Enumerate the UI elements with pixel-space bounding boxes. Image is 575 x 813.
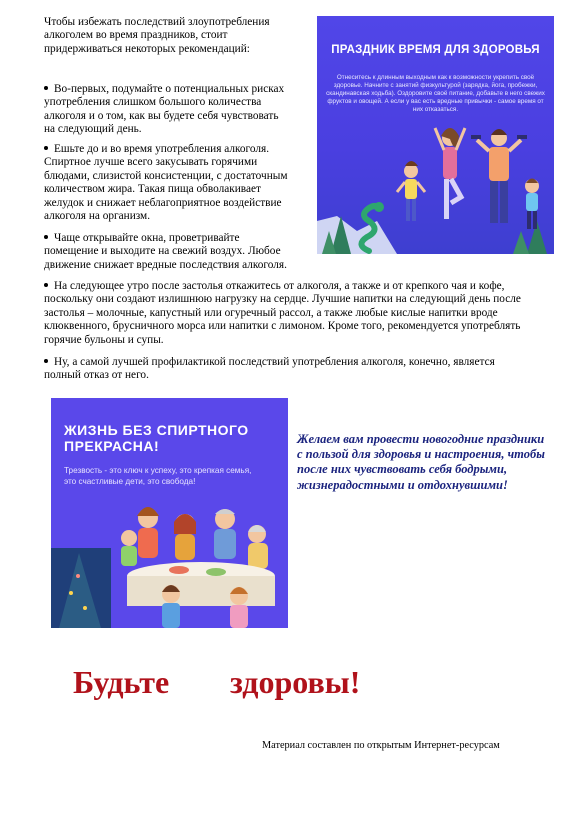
bullet-5: Ну, а самой лучшей профилактикой последствий употребления алкоголя, конечно, является полный отказ от него. bbox=[44, 356, 495, 382]
closing-word-2: здоровы! bbox=[230, 664, 361, 700]
bullet-1: Во-первых, подумайте о потенциальных рисках употребления слишком большого количества алкоголя и о том, как вы будете себя чувствовать на следующий день. bbox=[44, 83, 285, 136]
bullet-dot-icon bbox=[44, 283, 48, 287]
intro-text: Чтобы избежать последствий злоупотребления алкоголем во время праздников, стоит придерживаться некоторых рекомендаций: bbox=[44, 16, 270, 55]
poster-text: Трезвость - это ключ к успеху, это крепкая семья, это счастливые дети, это свобода! bbox=[64, 466, 252, 486]
bullet-2: Ешьте до и во время употребления алкоголя. Спиртное лучше всего закусывать горячими блюдами, слизистой консистенции, с достаточным количеством жира. Такая пища обволакивает желудок и снижает неблагоприятное воздействие алкоголя на организм. bbox=[44, 143, 288, 223]
poster-text: Отнеситесь к длинным выходным как к возможности укрепить своё здоровье. Начните с занятий физкультурой (зарядка, йога, пробежки, скандинавская ходьба). Оздоровите своё питание, добавьте в него свежих фруктов и овощей. А если у вас есть вредные привычки - самое время от них отказаться. bbox=[326, 74, 545, 113]
poster-title: ПРАЗДНИК ВРЕМЯ ДЛЯ ЗДОРОВЬЯ bbox=[331, 44, 540, 56]
new-year-wish: Желаем вам провести новогодние праздники с пользой для здоровья и настроения, чтобы после них чувствовать себя бодрыми, жизнерадостными и отдохнувшими! bbox=[297, 432, 545, 492]
bullet-4: На следующее утро после застолья откажитесь от алкоголя, а также и от крепкого чая и кофе, поскольку они создают излишнюю нагрузку на сердце. Лучшие напитки на следующий день после застолья – молочные, капустный или огуречный рассол, а также любые кислые напитки вроде клюквенного, брусничного морса или напитки с лимоном. Кроме того, рекомендуется употреблять горячие бульоны и супы. bbox=[44, 280, 521, 346]
poster-title: ЖИЗНЬ БЕЗ СПИРТНОГО ПРЕКРАСНА! bbox=[64, 422, 249, 454]
bullet-3: Чаще открывайте окна, проветривайте помещение и выходите на свежий воздух. Любое движение снижает вредные последствия алкоголя. bbox=[44, 232, 287, 271]
bullet-dot-icon bbox=[44, 359, 48, 363]
family-exercise-illustration bbox=[317, 16, 554, 254]
health-holiday-poster bbox=[317, 16, 554, 254]
bullet-dot-icon bbox=[44, 146, 48, 150]
closing-word-1: Будьте bbox=[73, 664, 170, 700]
family-dinner-illustration bbox=[51, 398, 288, 628]
source-note: Материал составлен по открытым Интернет-ресурсам bbox=[262, 740, 500, 751]
sober-life-poster bbox=[51, 398, 288, 628]
bullet-dot-icon bbox=[44, 86, 48, 90]
bullet-dot-icon bbox=[44, 235, 48, 239]
